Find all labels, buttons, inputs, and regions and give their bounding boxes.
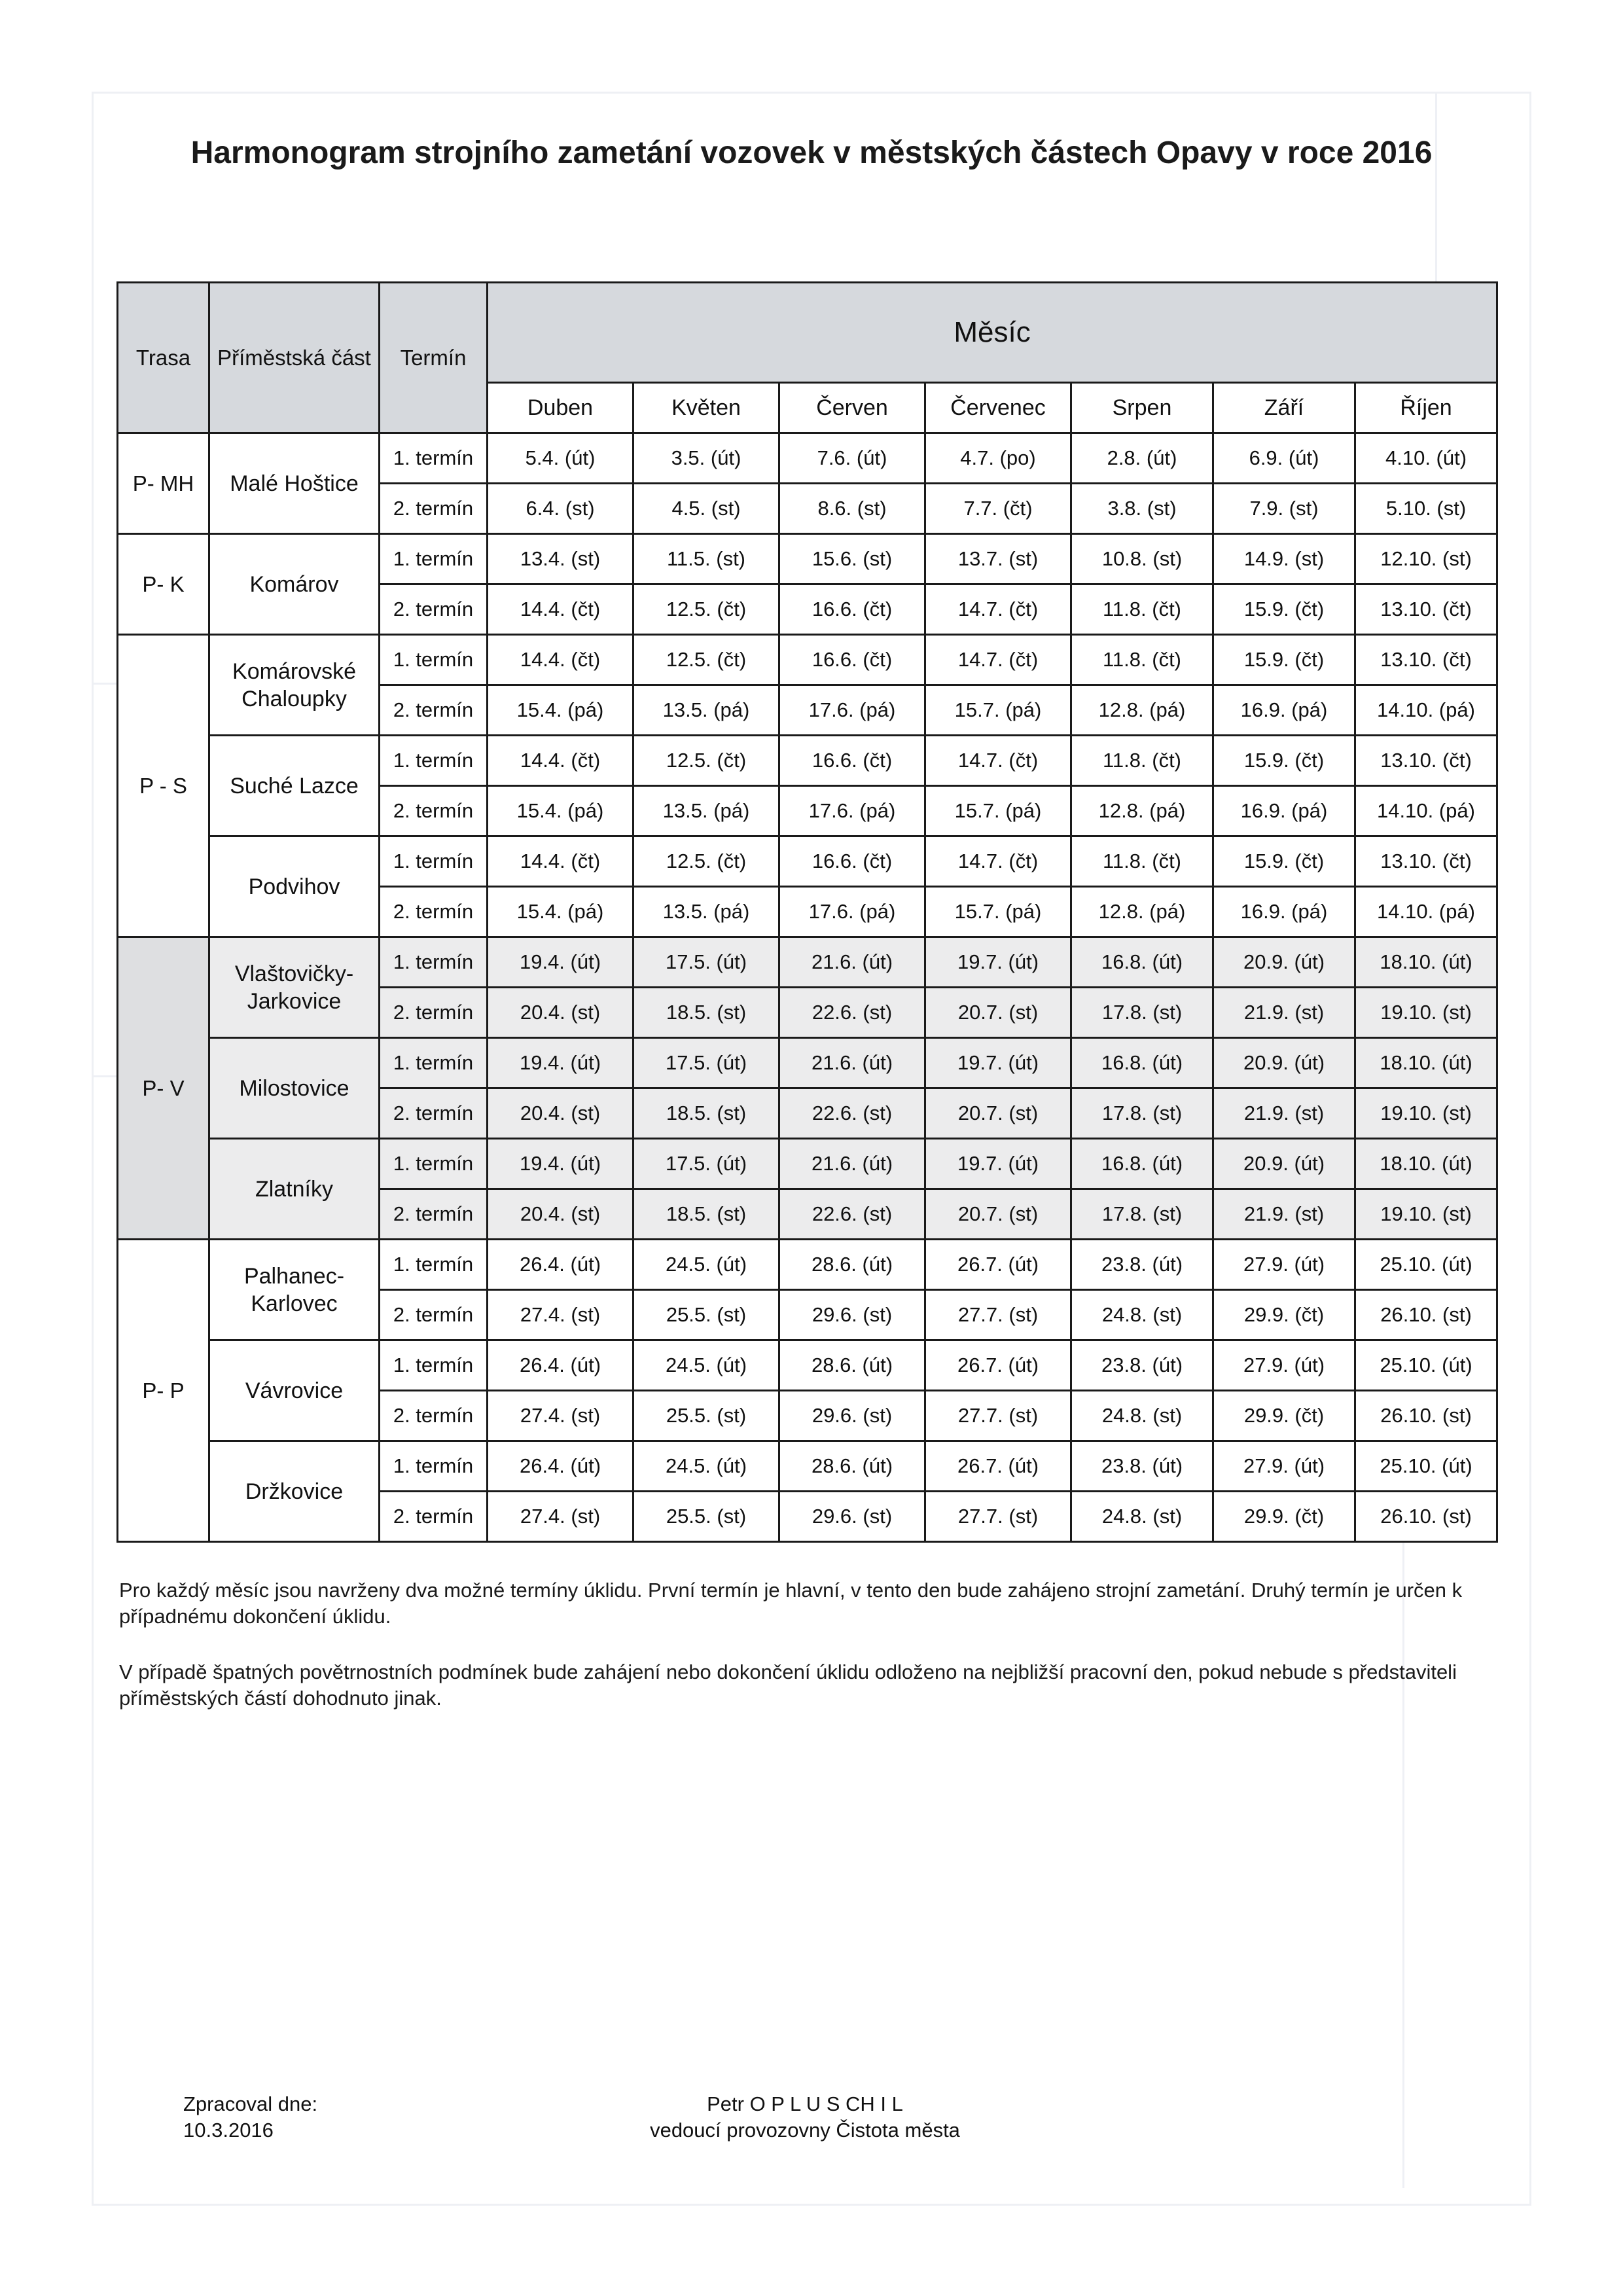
part-name: Suché Lazce xyxy=(209,736,380,836)
date-cell: 22.6. (st) xyxy=(779,1189,925,1240)
date-cell: 14.10. (pá) xyxy=(1355,685,1497,736)
signer-name: Petr O P L U S CH I L xyxy=(707,2092,903,2115)
date-cell: 24.8. (st) xyxy=(1071,1391,1213,1441)
header-term: Termín xyxy=(380,283,488,433)
date-cell: 12.8. (pá) xyxy=(1071,887,1213,937)
date-cell: 24.5. (út) xyxy=(633,1340,779,1391)
date-cell: 23.8. (út) xyxy=(1071,1340,1213,1391)
date-cell: 19.4. (út) xyxy=(488,1139,633,1189)
date-cell: 12.5. (čt) xyxy=(633,736,779,786)
date-cell: 28.6. (út) xyxy=(779,1441,925,1492)
date-cell: 15.9. (čt) xyxy=(1213,836,1355,887)
date-cell: 19.4. (út) xyxy=(488,937,633,988)
date-cell: 21.9. (st) xyxy=(1213,1189,1355,1240)
date-cell: 14.7. (čt) xyxy=(925,635,1071,685)
date-cell: 11.8. (čt) xyxy=(1071,736,1213,786)
term-label: 2. termín xyxy=(380,887,488,937)
table-row xyxy=(118,836,1497,887)
term-label: 1. termín xyxy=(380,736,488,786)
date-cell: 15.7. (pá) xyxy=(925,685,1071,736)
part-name: Vlaštovičky-Jarkovice xyxy=(209,937,380,1038)
date-cell: 27.4. (st) xyxy=(488,1492,633,1542)
header-month: Říjen xyxy=(1355,383,1497,433)
date-cell: 18.10. (út) xyxy=(1355,937,1497,988)
date-cell: 17.6. (pá) xyxy=(779,786,925,836)
date-cell: 7.7. (čt) xyxy=(925,484,1071,534)
date-cell: 15.9. (čt) xyxy=(1213,736,1355,786)
date-cell: 26.7. (út) xyxy=(925,1441,1071,1492)
date-cell: 25.5. (st) xyxy=(633,1492,779,1542)
date-cell: 13.7. (st) xyxy=(925,534,1071,584)
date-cell: 15.6. (st) xyxy=(779,534,925,584)
header-month-group: Měsíc xyxy=(488,283,1497,383)
date-cell: 5.4. (út) xyxy=(488,433,633,484)
date-cell: 8.6. (st) xyxy=(779,484,925,534)
date-cell: 13.10. (čt) xyxy=(1355,736,1497,786)
date-cell: 25.5. (st) xyxy=(633,1290,779,1340)
header-month: Červenec xyxy=(925,383,1071,433)
date-cell: 22.6. (st) xyxy=(779,1088,925,1139)
date-cell: 24.8. (st) xyxy=(1071,1492,1213,1542)
table-row xyxy=(118,534,1497,584)
table-row xyxy=(118,736,1497,786)
date-cell: 27.4. (st) xyxy=(488,1391,633,1441)
date-cell: 14.4. (čt) xyxy=(488,635,633,685)
date-cell: 25.10. (út) xyxy=(1355,1240,1497,1290)
route-code: P- V xyxy=(118,937,209,1240)
date-cell: 21.9. (st) xyxy=(1213,988,1355,1038)
date-cell: 27.9. (út) xyxy=(1213,1240,1355,1290)
date-cell: 27.7. (st) xyxy=(925,1492,1071,1542)
date-cell: 21.6. (út) xyxy=(779,1139,925,1189)
date-cell: 14.7. (čt) xyxy=(925,736,1071,786)
header-month: Květen xyxy=(633,383,779,433)
date-cell: 29.6. (st) xyxy=(779,1290,925,1340)
date-cell: 26.7. (út) xyxy=(925,1340,1071,1391)
document-title: Harmonogram strojního zametání vozovek v městských částech Opavy v roce 2016 xyxy=(190,135,1433,170)
date-cell: 19.10. (st) xyxy=(1355,1189,1497,1240)
date-cell: 15.4. (pá) xyxy=(488,685,633,736)
date-cell: 14.4. (čt) xyxy=(488,736,633,786)
date-cell: 24.5. (út) xyxy=(633,1240,779,1290)
term-label: 1. termín xyxy=(380,635,488,685)
term-label: 2. termín xyxy=(380,1391,488,1441)
term-label: 2. termín xyxy=(380,484,488,534)
date-cell: 23.8. (út) xyxy=(1071,1441,1213,1492)
date-cell: 25.5. (st) xyxy=(633,1391,779,1441)
route-code: P- P xyxy=(118,1240,209,1542)
date-cell: 29.9. (čt) xyxy=(1213,1391,1355,1441)
date-cell: 17.6. (pá) xyxy=(779,685,925,736)
table-row xyxy=(118,1139,1497,1189)
date-cell: 27.9. (út) xyxy=(1213,1340,1355,1391)
date-cell: 12.5. (čt) xyxy=(633,635,779,685)
table-row xyxy=(118,937,1497,988)
date-cell: 29.6. (st) xyxy=(779,1492,925,1542)
date-cell: 26.10. (st) xyxy=(1355,1290,1497,1340)
date-cell: 20.9. (út) xyxy=(1213,1038,1355,1088)
date-cell: 27.7. (st) xyxy=(925,1290,1071,1340)
date-cell: 20.7. (st) xyxy=(925,988,1071,1038)
note-paragraph-2: V případě špatných povětrnostních podmínek bude zahájení nebo dokončení úklidu odloženo na nejbližší pracovní den, pokud nebude s představiteli příměstských částí dohodnuto jinak. xyxy=(119,1660,1457,1710)
date-cell: 20.4. (st) xyxy=(488,1088,633,1139)
term-label: 2. termín xyxy=(380,584,488,635)
date-cell: 3.8. (st) xyxy=(1071,484,1213,534)
date-cell: 13.10. (čt) xyxy=(1355,635,1497,685)
date-cell: 27.9. (út) xyxy=(1213,1441,1355,1492)
date-cell: 27.4. (st) xyxy=(488,1290,633,1340)
prepared-date: 10.3.2016 xyxy=(183,2119,274,2142)
date-cell: 11.8. (čt) xyxy=(1071,635,1213,685)
part-name: Držkovice xyxy=(209,1441,380,1542)
date-cell: 13.10. (čt) xyxy=(1355,836,1497,887)
term-label: 1. termín xyxy=(380,1038,488,1088)
term-label: 1. termín xyxy=(380,1240,488,1290)
header-month: Srpen xyxy=(1071,383,1213,433)
date-cell: 22.6. (st) xyxy=(779,988,925,1038)
table-row xyxy=(118,1240,1497,1290)
term-label: 1. termín xyxy=(380,1139,488,1189)
date-cell: 16.6. (čt) xyxy=(779,584,925,635)
date-cell: 11.8. (čt) xyxy=(1071,836,1213,887)
date-cell: 23.8. (út) xyxy=(1071,1240,1213,1290)
note-paragraph-1: Pro každý měsíc jsou navrženy dva možné termíny úklidu. První termín je hlavní, v tento den bude zahájeno strojní zametání. Druhý termín je určen k případnému dokončení úklidu. xyxy=(119,1579,1463,1628)
date-cell: 16.6. (čt) xyxy=(779,635,925,685)
date-cell: 12.10. (st) xyxy=(1355,534,1497,584)
date-cell: 16.6. (čt) xyxy=(779,736,925,786)
date-cell: 14.4. (čt) xyxy=(488,584,633,635)
date-cell: 13.10. (čt) xyxy=(1355,584,1497,635)
date-cell: 15.9. (čt) xyxy=(1213,635,1355,685)
date-cell: 26.10. (st) xyxy=(1355,1391,1497,1441)
header-month: Červen xyxy=(779,383,925,433)
header-month: Září xyxy=(1213,383,1355,433)
date-cell: 16.8. (út) xyxy=(1071,1038,1213,1088)
date-cell: 17.5. (út) xyxy=(633,937,779,988)
date-cell: 15.9. (čt) xyxy=(1213,584,1355,635)
part-name: Vávrovice xyxy=(209,1340,380,1441)
date-cell: 17.8. (st) xyxy=(1071,1189,1213,1240)
date-cell: 11.5. (st) xyxy=(633,534,779,584)
date-cell: 2.8. (út) xyxy=(1071,433,1213,484)
date-cell: 17.6. (pá) xyxy=(779,887,925,937)
term-label: 2. termín xyxy=(380,1492,488,1542)
date-cell: 20.9. (út) xyxy=(1213,1139,1355,1189)
date-cell: 12.8. (pá) xyxy=(1071,786,1213,836)
date-cell: 16.9. (pá) xyxy=(1213,786,1355,836)
term-label: 1. termín xyxy=(380,937,488,988)
part-name: Milostovice xyxy=(209,1038,380,1139)
term-label: 1. termín xyxy=(380,836,488,887)
term-label: 1. termín xyxy=(380,1340,488,1391)
date-cell: 19.10. (st) xyxy=(1355,1088,1497,1139)
route-code: P- K xyxy=(118,534,209,635)
date-cell: 21.9. (st) xyxy=(1213,1088,1355,1139)
date-cell: 20.7. (st) xyxy=(925,1088,1071,1139)
date-cell: 26.10. (st) xyxy=(1355,1492,1497,1542)
date-cell: 19.7. (út) xyxy=(925,937,1071,988)
date-cell: 19.10. (st) xyxy=(1355,988,1497,1038)
term-label: 2. termín xyxy=(380,1088,488,1139)
date-cell: 29.6. (st) xyxy=(779,1391,925,1441)
date-cell: 16.8. (út) xyxy=(1071,1139,1213,1189)
date-cell: 18.5. (st) xyxy=(633,1088,779,1139)
date-cell: 26.4. (út) xyxy=(488,1441,633,1492)
date-cell: 14.10. (pá) xyxy=(1355,887,1497,937)
date-cell: 21.6. (út) xyxy=(779,1038,925,1088)
term-label: 1. termín xyxy=(380,1441,488,1492)
date-cell: 6.9. (út) xyxy=(1213,433,1355,484)
date-cell: 13.5. (pá) xyxy=(633,786,779,836)
date-cell: 17.8. (st) xyxy=(1071,988,1213,1038)
term-label: 2. termín xyxy=(380,685,488,736)
date-cell: 5.10. (st) xyxy=(1355,484,1497,534)
signature-block xyxy=(622,2091,988,2144)
date-cell: 19.7. (út) xyxy=(925,1139,1071,1189)
part-name: Komárov xyxy=(209,534,380,635)
date-cell: 7.9. (st) xyxy=(1213,484,1355,534)
date-cell: 3.5. (út) xyxy=(633,433,779,484)
date-cell: 26.7. (út) xyxy=(925,1240,1071,1290)
date-cell: 16.9. (pá) xyxy=(1213,887,1355,937)
table-row xyxy=(118,635,1497,685)
date-cell: 20.9. (út) xyxy=(1213,937,1355,988)
date-cell: 14.7. (čt) xyxy=(925,584,1071,635)
date-cell: 11.8. (čt) xyxy=(1071,584,1213,635)
date-cell: 18.5. (st) xyxy=(633,988,779,1038)
date-cell: 25.10. (út) xyxy=(1355,1441,1497,1492)
date-cell: 27.7. (st) xyxy=(925,1391,1071,1441)
date-cell: 17.8. (st) xyxy=(1071,1088,1213,1139)
header-month: Duben xyxy=(488,383,633,433)
date-cell: 13.5. (pá) xyxy=(633,685,779,736)
date-cell: 14.4. (čt) xyxy=(488,836,633,887)
date-cell: 15.4. (pá) xyxy=(488,786,633,836)
route-code: P - S xyxy=(118,635,209,937)
prepared-label: Zpracoval dne: xyxy=(183,2092,318,2115)
date-cell: 10.8. (st) xyxy=(1071,534,1213,584)
part-name: Palhanec-Karlovec xyxy=(209,1240,380,1340)
date-cell: 6.4. (st) xyxy=(488,484,633,534)
route-code: P- MH xyxy=(118,433,209,534)
date-cell: 25.10. (út) xyxy=(1355,1340,1497,1391)
term-label: 1. termín xyxy=(380,433,488,484)
table-row xyxy=(118,1038,1497,1088)
date-cell: 15.7. (pá) xyxy=(925,887,1071,937)
term-label: 1. termín xyxy=(380,534,488,584)
prepared-block xyxy=(183,2091,317,2144)
date-cell: 29.9. (čt) xyxy=(1213,1290,1355,1340)
table-row xyxy=(118,1340,1497,1391)
date-cell: 19.4. (út) xyxy=(488,1038,633,1088)
table-row xyxy=(118,433,1497,484)
header-trasa: Trasa xyxy=(118,283,209,433)
part-name: Komárovské Chaloupky xyxy=(209,635,380,736)
date-cell: 4.7. (po) xyxy=(925,433,1071,484)
date-cell: 26.4. (út) xyxy=(488,1340,633,1391)
date-cell: 18.10. (út) xyxy=(1355,1038,1497,1088)
table-row xyxy=(118,1441,1497,1492)
date-cell: 19.7. (út) xyxy=(925,1038,1071,1088)
date-cell: 24.5. (út) xyxy=(633,1441,779,1492)
date-cell: 16.6. (čt) xyxy=(779,836,925,887)
schedule-table xyxy=(116,281,1498,1543)
date-cell: 4.10. (út) xyxy=(1355,433,1497,484)
date-cell: 16.8. (út) xyxy=(1071,937,1213,988)
part-name: Malé Hoštice xyxy=(209,433,380,534)
date-cell: 15.4. (pá) xyxy=(488,887,633,937)
date-cell: 12.8. (pá) xyxy=(1071,685,1213,736)
date-cell: 14.7. (čt) xyxy=(925,836,1071,887)
date-cell: 17.5. (út) xyxy=(633,1139,779,1189)
date-cell: 15.7. (pá) xyxy=(925,786,1071,836)
date-cell: 14.9. (st) xyxy=(1213,534,1355,584)
date-cell: 18.10. (út) xyxy=(1355,1139,1497,1189)
term-label: 2. termín xyxy=(380,786,488,836)
part-name: Zlatníky xyxy=(209,1139,380,1240)
date-cell: 26.4. (út) xyxy=(488,1240,633,1290)
date-cell: 29.9. (čt) xyxy=(1213,1492,1355,1542)
date-cell: 12.5. (čt) xyxy=(633,836,779,887)
term-label: 2. termín xyxy=(380,1189,488,1240)
header-part: Příměstská část xyxy=(209,283,380,433)
date-cell: 4.5. (st) xyxy=(633,484,779,534)
signer-role: vedoucí provozovny Čistota města xyxy=(650,2119,960,2142)
part-name: Podvihov xyxy=(209,836,380,937)
date-cell: 13.4. (st) xyxy=(488,534,633,584)
date-cell: 20.4. (st) xyxy=(488,988,633,1038)
date-cell: 12.5. (čt) xyxy=(633,584,779,635)
date-cell: 28.6. (út) xyxy=(779,1340,925,1391)
date-cell: 14.10. (pá) xyxy=(1355,786,1497,836)
date-cell: 7.6. (út) xyxy=(779,433,925,484)
date-cell: 20.4. (st) xyxy=(488,1189,633,1240)
date-cell: 16.9. (pá) xyxy=(1213,685,1355,736)
term-label: 2. termín xyxy=(380,988,488,1038)
date-cell: 13.5. (pá) xyxy=(633,887,779,937)
date-cell: 17.5. (út) xyxy=(633,1038,779,1088)
schedule-body xyxy=(118,433,1497,1542)
date-cell: 21.6. (út) xyxy=(779,937,925,988)
date-cell: 24.8. (st) xyxy=(1071,1290,1213,1340)
date-cell: 18.5. (st) xyxy=(633,1189,779,1240)
date-cell: 20.7. (st) xyxy=(925,1189,1071,1240)
term-label: 2. termín xyxy=(380,1290,488,1340)
date-cell: 28.6. (út) xyxy=(779,1240,925,1290)
